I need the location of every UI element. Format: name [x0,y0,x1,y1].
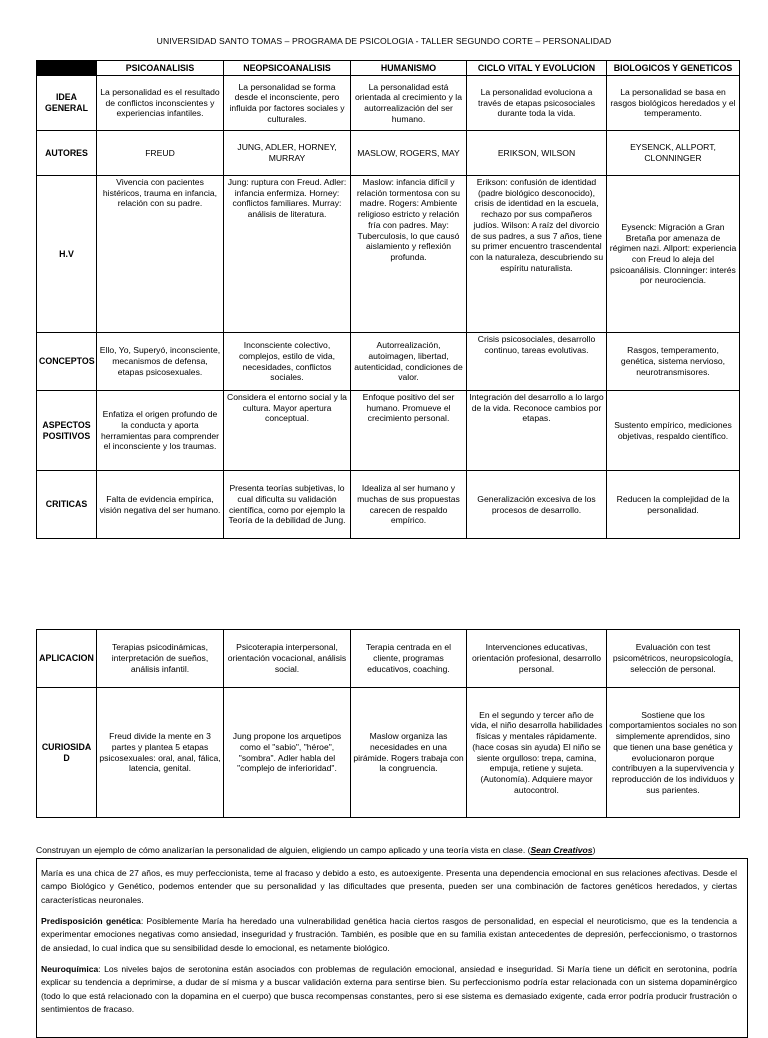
table-row [37,176,740,333]
table-cell: Inconsciente colectivo, complejos, estilo de vida, necesidades, conflictos sociales. [224,333,351,391]
table-cell: Evaluación con test psicométricos, neuropsicología, selección de personal. [607,630,740,688]
table-header-row [37,61,740,76]
table-cell: Falta de evidencia empírica, visión negativa del ser humano. [97,471,224,539]
row-header: AUTORES [37,131,97,176]
table-cell: Sustento empírico, mediciones objetivas, respaldo científico. [607,391,740,471]
table-row [37,391,740,471]
paragraph-heading: Neuroquímica [41,963,99,974]
column-header: HUMANISMO [351,61,467,76]
table-row [37,333,740,391]
header-corner [37,61,97,76]
table-row [37,471,740,539]
table-cell: Psicoterapia interpersonal, orientación vocacional, análisis social. [224,630,351,688]
table-cell: Freud divide la mente en 3 partes y plantea 5 etapas psicosexuales: oral, anal, fálica, latencia, genital. [97,688,224,818]
row-header: CONCEPTOS [37,333,97,391]
paragraph-body: : Los niveles bajos de serotonina están asociados con problemas de regulación emocional, ansiedad e inseguridad. Si María tiene un déficit en serotonina, podría explicar su tendencia a deprimirse, a dudar de sí misma y a buscar validación externa para sentirse bien. Su perfeccionismo podría estar relacionada con un sistema dopaminérgico (todo lo que está relacionado con la dopamina en el cuerpo) que busca recompensas constantes, pero si ese sistema es demasiado exigente, cada error podría producir frustración o sentimientos de fracaso. [41,963,737,1014]
comparison-table [36,60,740,539]
table-cell: Rasgos, temperamento, genética, sistema nervioso, neurotransmisores. [607,333,740,391]
paragraph-heading: Predisposición genética [41,915,141,926]
table-cell: MASLOW, ROGERS, MAY [351,131,467,176]
exercise-prompt [36,845,595,855]
document-title: UNIVERSIDAD SANTO TOMAS – PROGRAMA DE PSICOLOGIA - TALLER SEGUNDO CORTE – PERSONALIDAD [156,36,612,46]
column-header: CICLO VITAL Y EVOLUCION [467,61,607,76]
table-cell: Maslow: infancia difícil y relación tormentosa con su madre. Rogers: Ambiente religioso estricto y relación fría con padres. May: Tuberculosis, lo que causó aislamiento y reflexión profunda. [351,176,467,333]
table-cell: Enfoque positivo del ser humano. Promueve el crecimiento personal. [351,391,467,471]
table-cell: La personalidad está orientada al crecimiento y la autorrealización del ser humano. [351,76,467,131]
table-cell: Terapia centrada en el cliente, programas educativos, coaching. [351,630,467,688]
table-cell: Presenta teorías subjetivas, lo cual dificulta su validación científica, como por ejemplo la Teoría de la debilidad de Jung. [224,471,351,539]
answer-paragraph-genetics [41,915,737,955]
row-header: CURIOSIDAD [37,688,97,818]
answer-intro: María es una chica de 27 años, es muy perfeccionista, teme al fracaso y debido a esto, es autoexigente. Presenta una dependencia emocional en sus relaciones afectivas. Desde el campo Biológico y Genético, podemos entender que su personalidad y las dificultades que presenta, pueden ser una combinación de factores genéticos heredados, y ciertas características neuronales. [41,868,737,905]
paragraph-body: : Posiblemente María ha heredado una vulnerabilidad genética hacia ciertos rasgos de personalidad, en especial el neuroticismo, que es la tendencia a experimentar emociones negativas como ansiedad, inseguridad y frustración. También, es posible que en su familia existan antecedentes de depresión, perfeccionismo, o trastornos de ansiedad, lo cual indica que su sensibilidad desde lo emocional, es netamente biológico. [41,915,737,953]
table-cell: FREUD [97,131,224,176]
table-cell: Generalización excesiva de los procesos de desarrollo. [467,471,607,539]
table-cell: Sostiene que los comportamientos sociales no son simplemente aprendidos, sino que tienen una base genética y evolucionaron porque contribuyen a la supervivencia y reproducción de los individuos y sus parientes. [607,688,740,818]
table-cell: La personalidad es el resultado de conflictos inconscientes y experiencias infantiles. [97,76,224,131]
table-cell: EYSENCK, ALLPORT, CLONNINGER [607,131,740,176]
column-header: BIOLOGICOS Y GENETICOS [607,61,740,76]
table-cell: Autorrealización, autoimagen, libertad, autenticidad, condiciones de valor. [351,333,467,391]
row-header: CRITICAS [37,471,97,539]
table-cell: Reducen la complejidad de la personalidad. [607,471,740,539]
table-cell: En el segundo y tercer año de vida, el niño desarrolla habilidades físicas y mentales rápidamente. (hace cosas sin ayuda) El niño se siente orgulloso: trepa, camina, empuja, retiene y sujeta. (Autonomía). Adquiere mayor autocontrol. [467,688,607,818]
table-cell: Jung: ruptura con Freud. Adler: infancia enfermiza. Horney: conflictos familiares. Murray: análisis de literatura. [224,176,351,333]
table-cell: Vivencia con pacientes histéricos, trauma en infancia, relación con su padre. [97,176,224,333]
table-row [37,131,740,176]
table-cell: Terapias psicodinámicas, interpretación de sueños, análisis infantil. [97,630,224,688]
table-cell: Ello, Yo, Superyó, inconsciente, mecanismos de defensa, etapas psicosexuales. [97,333,224,391]
table-row [37,630,740,688]
table-cell: Maslow organiza las necesidades en una pirámide. Rogers trabaja con la congruencia. [351,688,467,818]
table-cell: JUNG, ADLER, HORNEY, MURRAY [224,131,351,176]
prompt-text: Construyan un ejemplo de cómo analizarían la personalidad de alguien, eligiendo un campo aplicado y una teoría vista en clase. ( [36,845,531,855]
table-cell: Jung propone los arquetipos como el "sabio", "héroe", "sombra". Adler habla del "complejo de inferioridad". [224,688,351,818]
table-cell: Enfatiza el origen profundo de la conducta y aporta herramientas para comprender el inconsciente y los traumas. [97,391,224,471]
table-cell: La personalidad se forma desde el inconsciente, pero influida por factores sociales y culturales. [224,76,351,131]
comparison-table-continued [36,629,740,818]
table-cell: ERIKSON, WILSON [467,131,607,176]
table-row [37,688,740,818]
table-row [37,76,740,131]
table-cell: Integración del desarrollo a lo largo de la vida. Reconoce cambios por etapas. [467,391,607,471]
table-cell: Intervenciones educativas, orientación profesional, desarrollo personal. [467,630,607,688]
column-header: PSICOANALISIS [97,61,224,76]
table-cell: Considera el entorno social y la cultura. Mayor apertura conceptual. [224,391,351,471]
answer-box [36,858,748,1038]
table-cell: Eysenck: Migración a Gran Bretaña por amenaza de régimen nazi. Allport: experiencia con Freud lo aleja del psicoanálisis. Clonninger: interés por neurociencia. [607,176,740,333]
row-header: ASPECTOS POSITIVOS [37,391,97,471]
table-cell: La personalidad se basa en rasgos biológicos heredados y el temperamento. [607,76,740,131]
prompt-close: ) [592,845,596,855]
row-header: IDEA GENERAL [37,76,97,131]
table-cell: Erikson: confusión de identidad (padre biológico desconocido), crisis de identidad en la escuela, rechazo por sus compañeros judíos. Wilson: A raíz del divorcio de sus padres, a sus 7 años, tiene su primer encuentro trascendental con la naturaleza, descubriendo su espíritu naturalista. [467,176,607,333]
table-cell: La personalidad evoluciona a través de etapas psicosociales durante toda la vida. [467,76,607,131]
row-header: APLICACION [37,630,97,688]
prompt-emphasis: Sean Creativos [530,845,593,855]
column-header: NEOPSICOANALISIS [224,61,351,76]
row-header: H.V [37,176,97,333]
table-cell: Idealiza al ser humano y muchas de sus propuestas carecen de respaldo empírico. [351,471,467,539]
answer-paragraph-neurochemistry [41,963,737,1016]
table-cell: Crisis psicosociales, desarrollo continuo, tareas evolutivas. [467,333,607,391]
